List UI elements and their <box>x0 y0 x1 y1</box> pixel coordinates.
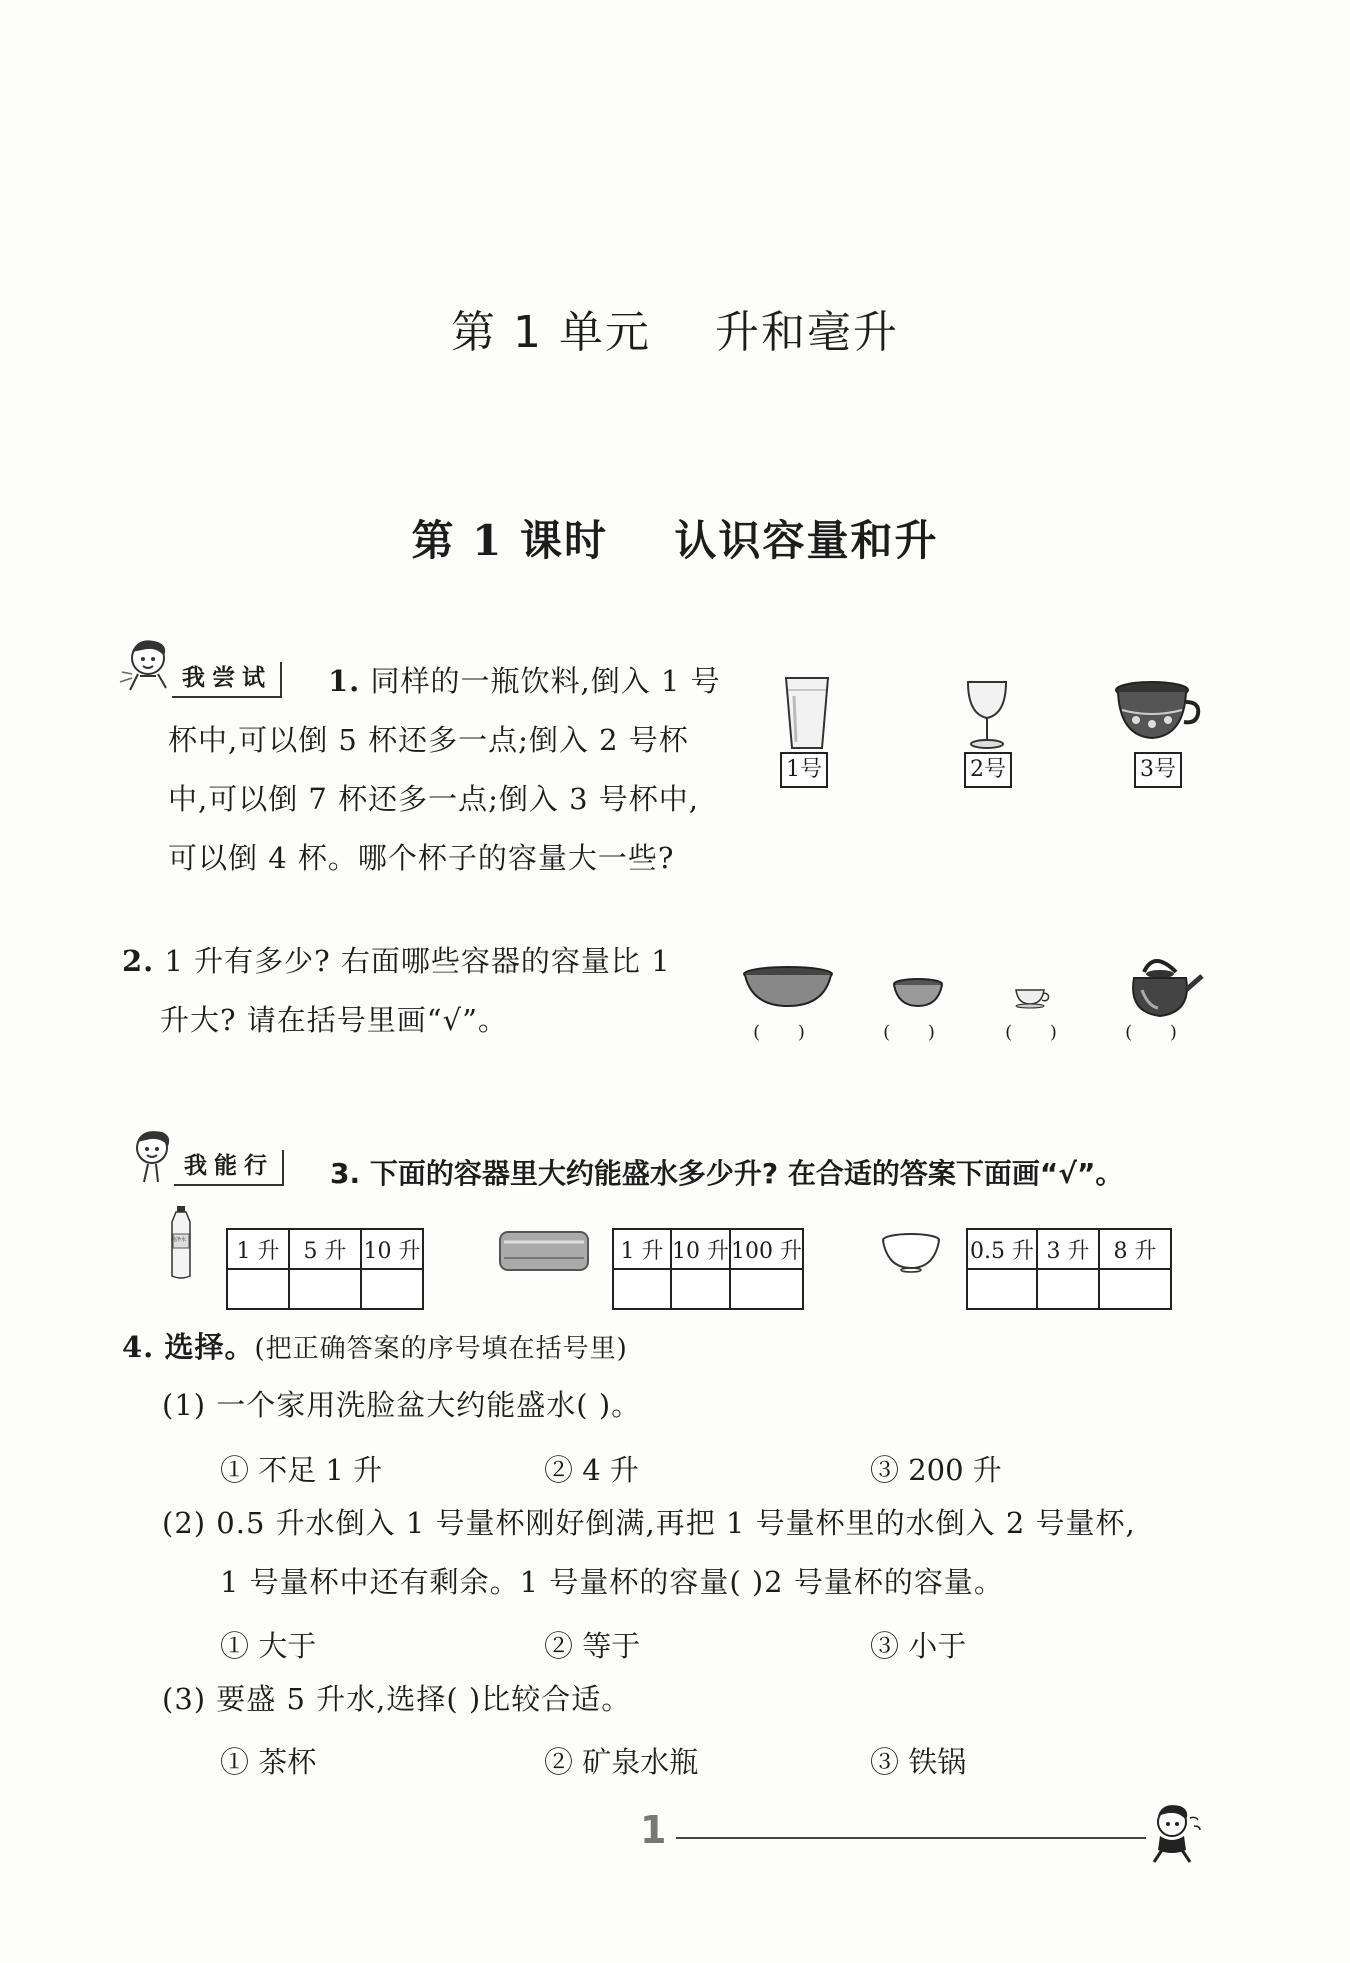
question-4 <box>122 1318 628 1379</box>
q4-sub-3-option-2[interactable]: ② 矿泉水瓶 <box>544 1745 699 1779</box>
q4-sub-3-line-1: (3) 要盛 5 升水,选择( )比较合适。 <box>162 1682 632 1716</box>
table-2-answer-3[interactable] <box>730 1269 803 1309</box>
question-2-number: 2. <box>122 944 155 978</box>
footer-mascot-icon <box>1140 1800 1206 1870</box>
question-2 <box>122 932 671 1050</box>
bowl-answer-paren[interactable]: ( ) <box>883 1022 951 1043</box>
section-badge-can-do: 我能行 <box>174 1150 284 1186</box>
q4-sub-2-line-1: (2) 0.5 升水倒入 1 号量杯刚好倒满,再把 1 号量杯里的水倒入 2 号量杯, <box>162 1506 1136 1540</box>
question-1-line-4: 可以倒 4 杯。哪个杯子的容量大一些? <box>168 841 675 875</box>
table-3-answer-2[interactable] <box>1037 1269 1099 1309</box>
question-4-title: 选择。 <box>164 1330 255 1364</box>
q4-sub-1 <box>162 1376 641 1435</box>
table-3-option-1: 0.5 升 <box>967 1229 1037 1269</box>
small-bowl-image <box>880 1232 942 1278</box>
q4-sub-1-line-1: (1) 一个家用洗脸盆大约能盛水( )。 <box>162 1388 642 1422</box>
question-4-number: 4. <box>122 1330 155 1364</box>
basin-image <box>742 966 834 1014</box>
q4-sub-2-option-3[interactable]: ③ 小于 <box>870 1629 967 1663</box>
bowl-image <box>892 978 944 1014</box>
cup-1-image <box>782 676 832 756</box>
footer-rule <box>676 1837 1146 1839</box>
question-1-line-2: 杯中,可以倒 5 杯还多一点;倒入 2 号杯 <box>168 723 689 757</box>
table-1-option-3: 10 升 <box>361 1229 423 1269</box>
table-1-answer-1[interactable] <box>227 1269 289 1309</box>
question-1-line-3: 中,可以倒 7 杯还多一点;倒入 3 号杯中, <box>168 782 699 816</box>
cup-1-label: 1号 <box>780 752 828 788</box>
page-number: 1 <box>640 1808 667 1852</box>
basin-answer-paren[interactable]: ( ) <box>753 1022 821 1043</box>
table-2-answer-2[interactable] <box>671 1269 730 1309</box>
q4-sub-3-option-3[interactable]: ③ 铁锅 <box>870 1745 967 1779</box>
q4-sub-2-option-1[interactable]: ① 大于 <box>220 1629 317 1663</box>
cup-2-image <box>962 678 1012 756</box>
kettle-image <box>1124 946 1204 1026</box>
unit-title: 第 1 单元 升和毫升 <box>451 307 899 358</box>
table-2-option-2: 10 升 <box>671 1229 730 1269</box>
cup-3-label: 3号 <box>1134 752 1182 788</box>
lesson-title: 第 1 课时 认识容量和升 <box>411 516 939 565</box>
teacup-image <box>1012 986 1052 1014</box>
q4-sub-1-option-3[interactable]: ③ 200 升 <box>870 1453 1002 1487</box>
q4-sub-3-option-1[interactable]: ① 茶杯 <box>220 1745 317 1779</box>
table-1-answer-2[interactable] <box>289 1269 361 1309</box>
table-2-option-3: 100 升 <box>730 1229 803 1269</box>
table-2-option-1: 1 升 <box>613 1229 671 1269</box>
question-3-number: 3. <box>330 1157 361 1190</box>
q4-sub-2-option-2[interactable]: ② 等于 <box>544 1629 641 1663</box>
question-1-line-1: 同样的一瓶饮料,倒入 1 号 <box>370 664 721 698</box>
table-3-option-3: 8 升 <box>1099 1229 1171 1269</box>
cup-3-image <box>1112 680 1202 748</box>
table-3-answer-3[interactable] <box>1099 1269 1171 1309</box>
q4-sub-1-option-1[interactable]: ① 不足 1 升 <box>220 1453 383 1487</box>
q4-sub-2 <box>162 1494 1136 1612</box>
q4-sub-3 <box>162 1670 631 1729</box>
table-1-answer-3[interactable] <box>361 1269 423 1309</box>
question-1-number: 1. <box>328 664 361 698</box>
kettle-answer-paren[interactable]: ( ) <box>1125 1022 1193 1043</box>
water-bottle-label: 纯净水 <box>171 1237 187 1243</box>
q4-sub-1-option-2[interactable]: ② 4 升 <box>544 1453 639 1487</box>
table-3-answer-1[interactable] <box>967 1269 1037 1309</box>
bucket-image <box>498 1228 590 1278</box>
question-4-note: (把正确答案的序号填在括号里) <box>254 1334 628 1364</box>
answer-table-bottle <box>226 1228 424 1310</box>
answer-table-bowl <box>966 1228 1172 1310</box>
table-1-option-2: 5 升 <box>289 1229 361 1269</box>
section-badge-try: 我尝试 <box>172 662 282 698</box>
table-1-option-1: 1 升 <box>227 1229 289 1269</box>
question-3-text: 下面的容器里大约能盛水多少升? 在合适的答案下面画“√”。 <box>369 1157 1124 1190</box>
question-3 <box>330 1152 1123 1192</box>
water-bottle-image <box>166 1206 196 1284</box>
question-2-line-1: 1 升有多少? 右面哪些容器的容量比 1 <box>164 944 671 978</box>
question-2-line-2: 升大? 请在括号里画“√”。 <box>160 1003 508 1037</box>
teacup-answer-paren[interactable]: ( ) <box>1005 1022 1073 1043</box>
cup-2-label: 2号 <box>964 752 1012 788</box>
answer-table-bucket <box>612 1228 804 1310</box>
table-3-option-2: 3 升 <box>1037 1229 1099 1269</box>
q4-sub-2-line-2: 1 号量杯中还有剩余。1 号量杯的容量( )2 号量杯的容量。 <box>220 1565 1004 1599</box>
question-1 <box>168 652 721 888</box>
table-2-answer-1[interactable] <box>613 1269 671 1309</box>
